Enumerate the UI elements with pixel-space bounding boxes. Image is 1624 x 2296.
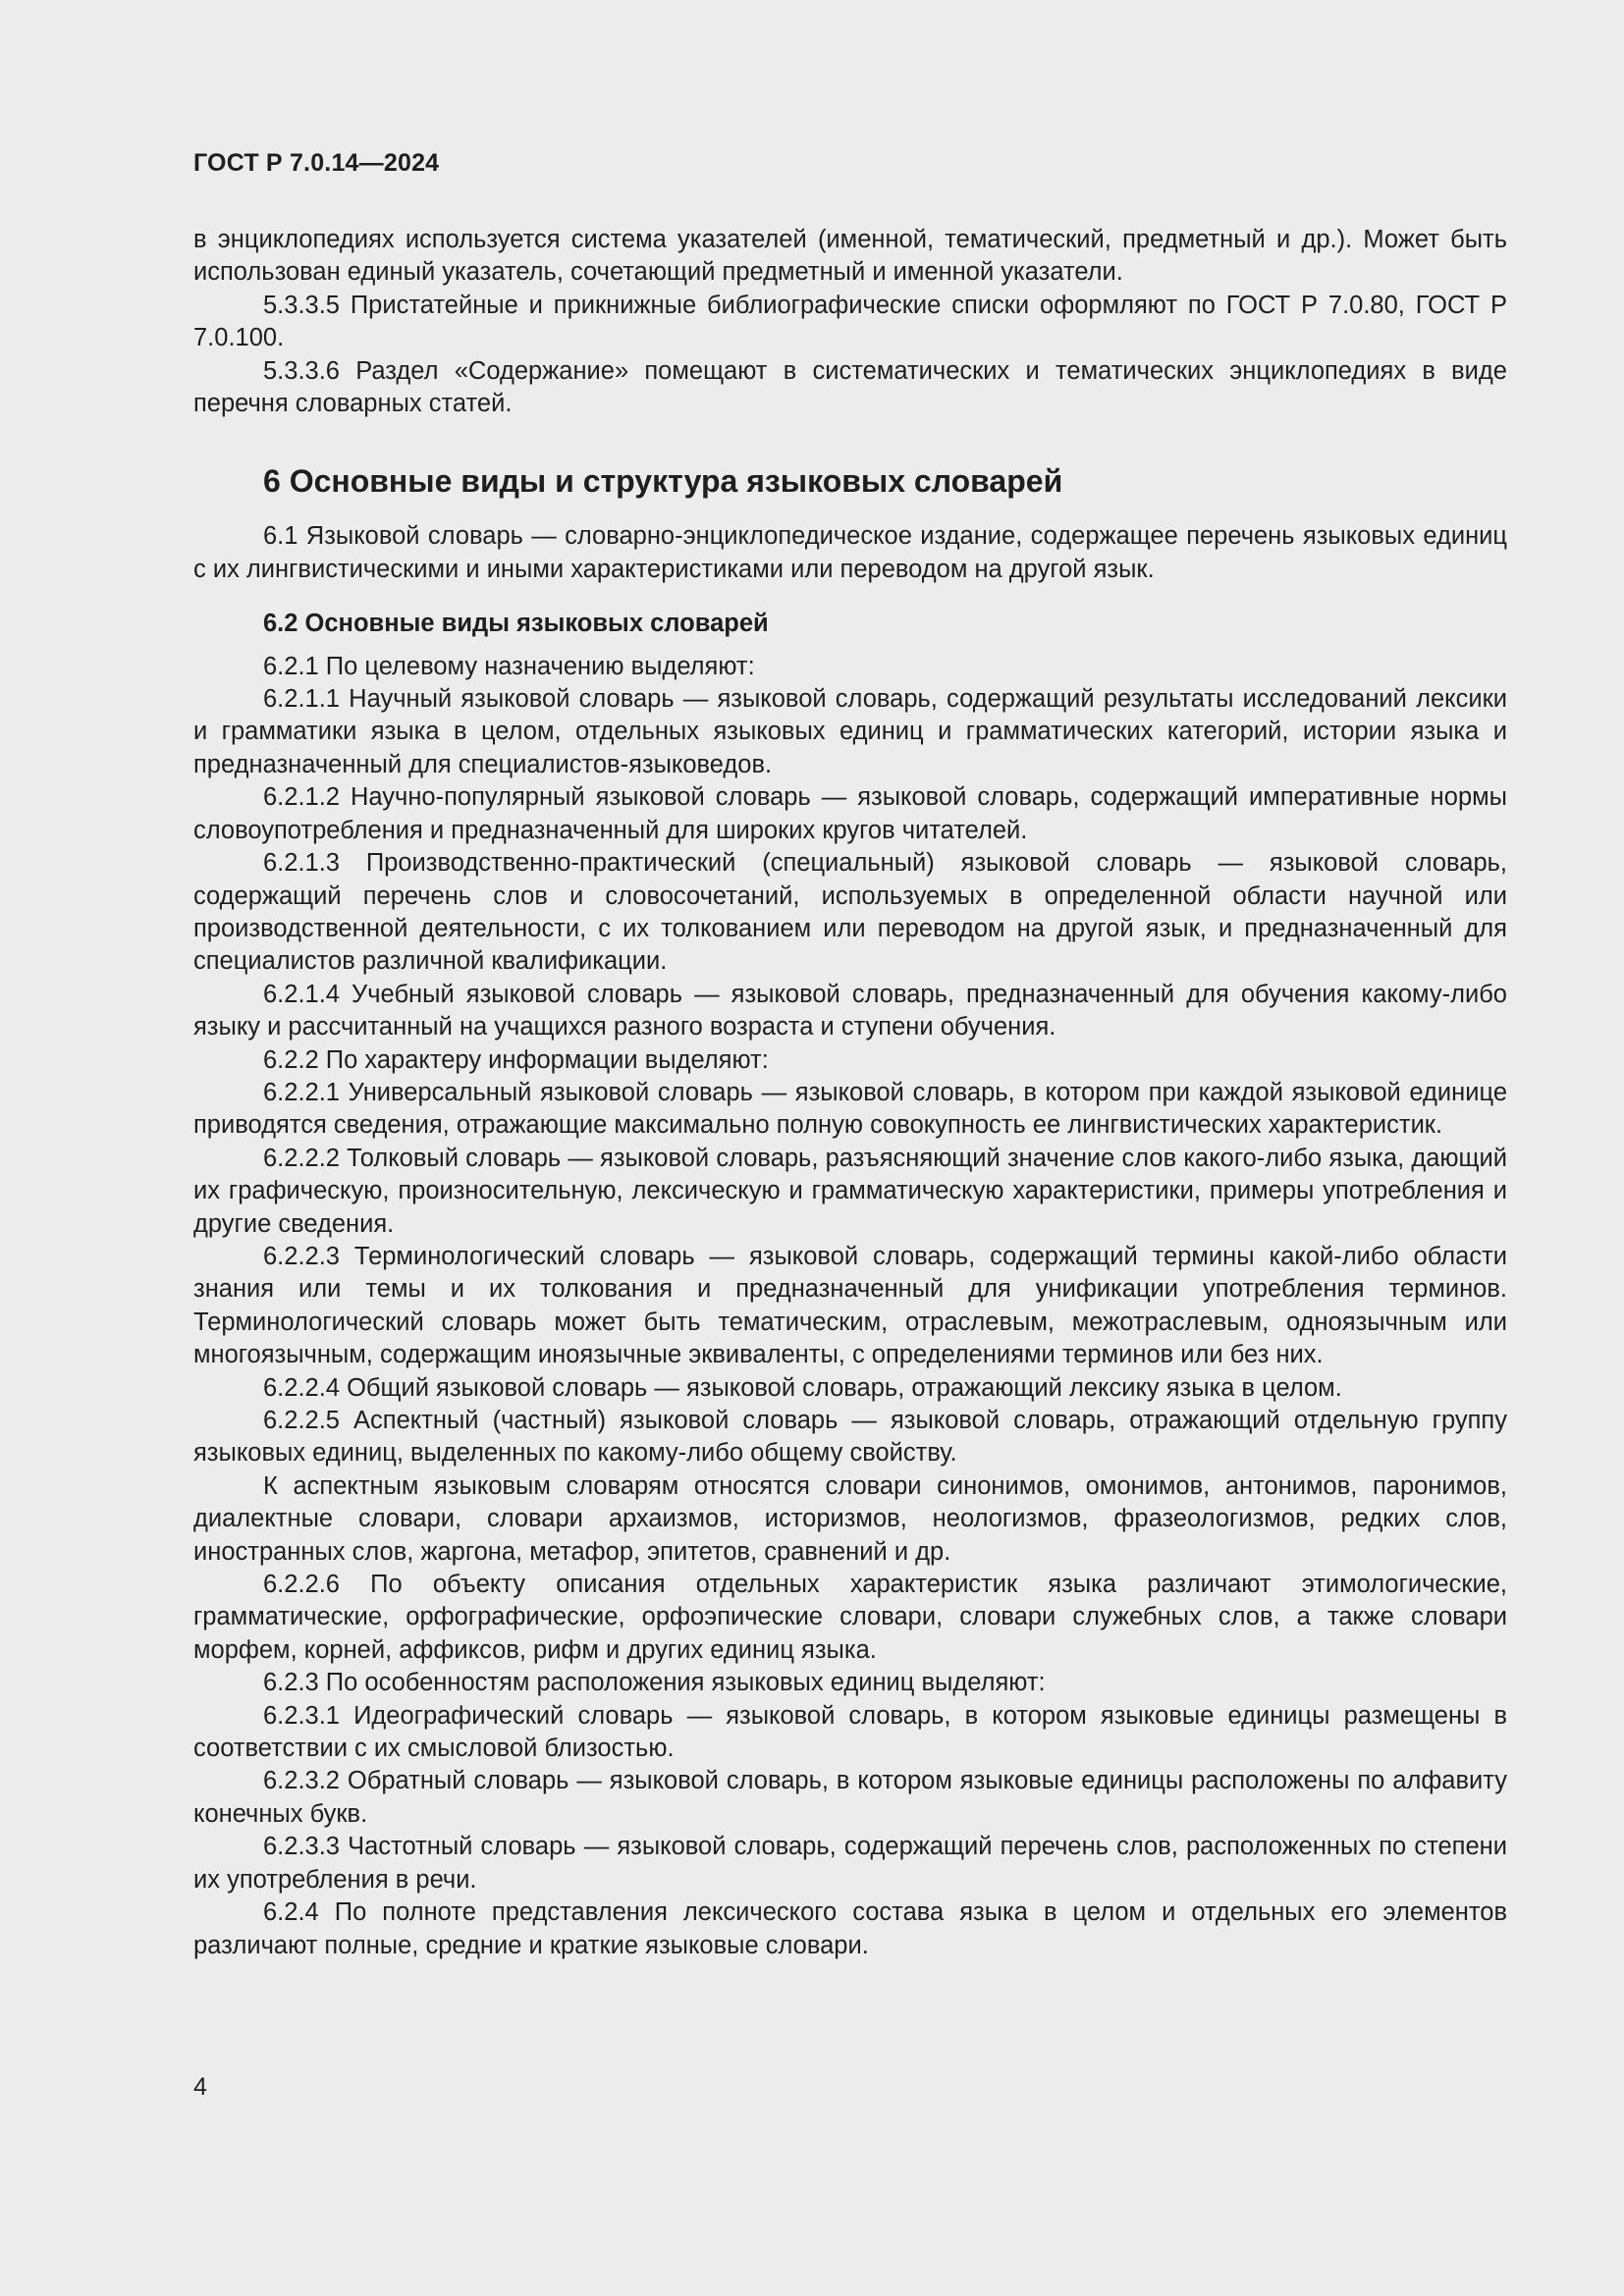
document-page <box>193 0 1507 2296</box>
paragraph-6-1: 6.1 Языковой словарь — словарно-энциклопедическое издание, содержащее перечень языковых единиц с их лингвистическими и иными характеристиками или переводом на другой язык. <box>193 522 1507 583</box>
paragraph-continuation: в энциклопедиях используется система указателей (именной, тематический, предметный и др.). Может быть использован единый указатель, сочетающий предметный и именной указатели. <box>193 226 1507 287</box>
paragraph-6-2-2-4: 6.2.2.4 Общий языковой словарь — языковой словарь, отражающий лексику языка в целом. <box>263 1373 1342 1402</box>
paragraph-6-2-2-1: 6.2.2.1 Универсальный языковой словарь — языковой словарь, в котором при каждой языковой единице приводятся сведения, отражающие максимально полную совокупность ее лингвистических характеристик. <box>193 1078 1507 1140</box>
paragraph-6-2-3-1: 6.2.3.1 Идеографический словарь — языковой словарь, в котором языковые единицы размещены в соответствии с их смысловой близостью. <box>193 1701 1507 1763</box>
section-6-2-heading: 6.2 Основные виды языковых словарей <box>263 610 769 638</box>
paragraph-6-2-1: 6.2.1 По целевому назначению выделяют: <box>263 652 755 680</box>
paragraph-6-2-2: 6.2.2 По характеру информации выделяют: <box>263 1045 769 1074</box>
paragraph-6-2-1-3: 6.2.1.3 Производственно-практический (специальный) языковой словарь — языковой словарь, содержащий перечень слов и словосочетаний, используемых в определенной области научной или производственной деятельности, с их толкованием или переводом на другой язык, и предназначенный для специалистов различной квалификации. <box>193 849 1507 976</box>
paragraph-6-2-2-5: 6.2.2.5 Аспектный (частный) языковой словарь — языковой словарь, отражающий отдельную группу языковых единиц, выделенных по какому-либо общему свойству. <box>193 1407 1507 1468</box>
paragraph-5-3-3-5: 5.3.3.5 Пристатейные и прикнижные библиографические списки оформляют по ГОСТ Р 7.0.80, ГОСТ Р 7.0.100. <box>193 291 1507 352</box>
paragraph-5-3-3-6: 5.3.3.6 Раздел «Содержание» помещают в систематических и тематических энциклопедиях в виде перечня словарных статей. <box>193 356 1507 418</box>
paragraph-6-2-1-1: 6.2.1.1 Научный языковой словарь — языковой словарь, содержащий результаты исследований лексики и грамматики языка в целом, отдельных языковых единиц и грамматических категорий, истории языка и предназначенный для специалистов-языковедов. <box>193 685 1507 778</box>
paragraph-6-2-2-2: 6.2.2.2 Толковый словарь — языковой словарь, разъясняющий значение слов какого-либо языка, дающий их графическую, произносительную, лексическую и грамматическую характеристики, примеры употребления и другие сведения. <box>193 1144 1507 1238</box>
paragraph-6-2-1-2: 6.2.1.2 Научно-популярный языковой словарь — языковой словарь, содержащий императивные нормы словоупотребления и предназначенный для широких кругов читателей. <box>193 783 1507 844</box>
paragraph-6-2-4: 6.2.4 По полноте представления лексического состава языка в целом и отдельных его элементов различают полные, средние и краткие языковые словари. <box>193 1898 1507 1959</box>
paragraph-6-2-2-3: 6.2.2.3 Терминологический словарь — языковой словарь, содержащий термины какой-либо области знания или темы и их толкования и предназначенный для унификации употребления терминов. Терминологический словарь может быть тематическим, отраслевым, межотраслевым, одноязычным или многоязычным, содержащим иноязычные эквиваленты, с определениями терминов или без них. <box>193 1242 1507 1369</box>
paragraph-6-2-3-2: 6.2.3.2 Обратный словарь — языковой словарь, в котором языковые единицы расположены по алфавиту конечных букв. <box>193 1767 1507 1828</box>
page-number: 4 <box>193 2073 207 2101</box>
paragraph-6-2-1-4: 6.2.1.4 Учебный языковой словарь — языковой словарь, предназначенный для обучения какому-либо языку и рассчитанный на учащихся разного возраста и ступени обучения. <box>193 980 1507 1041</box>
document-code-header: ГОСТ Р 7.0.14—2024 <box>193 149 440 177</box>
document-body <box>193 224 1507 1962</box>
section-6-heading: 6 Основные виды и структура языковых словарей <box>263 463 1063 500</box>
paragraph-6-2-3-3: 6.2.3.3 Частотный словарь — языковой словарь, содержащий перечень слов, расположенных по степени их употребления в речи. <box>193 1833 1507 1894</box>
paragraph-aspect-dictionaries: К аспектным языковым словарям относятся словари синонимов, омонимов, антонимов, паронимов, диалектные словари, словари архаизмов, историзмов, неологизмов, фразеологизмов, редких слов, иностранных слов, жаргона, метафор, эпитетов, сравнений и др. <box>193 1471 1507 1566</box>
paragraph-6-2-2-6: 6.2.2.6 По объекту описания отдельных характеристик языка различают этимологические, грамматические, орфографические, орфоэпические словари, словари служебных слов, а также словари морфем, корней, аффиксов, рифм и других единиц языка. <box>193 1571 1507 1664</box>
paragraph-6-2-3: 6.2.3 По особенностям расположения языковых единиц выделяют: <box>263 1669 1046 1697</box>
